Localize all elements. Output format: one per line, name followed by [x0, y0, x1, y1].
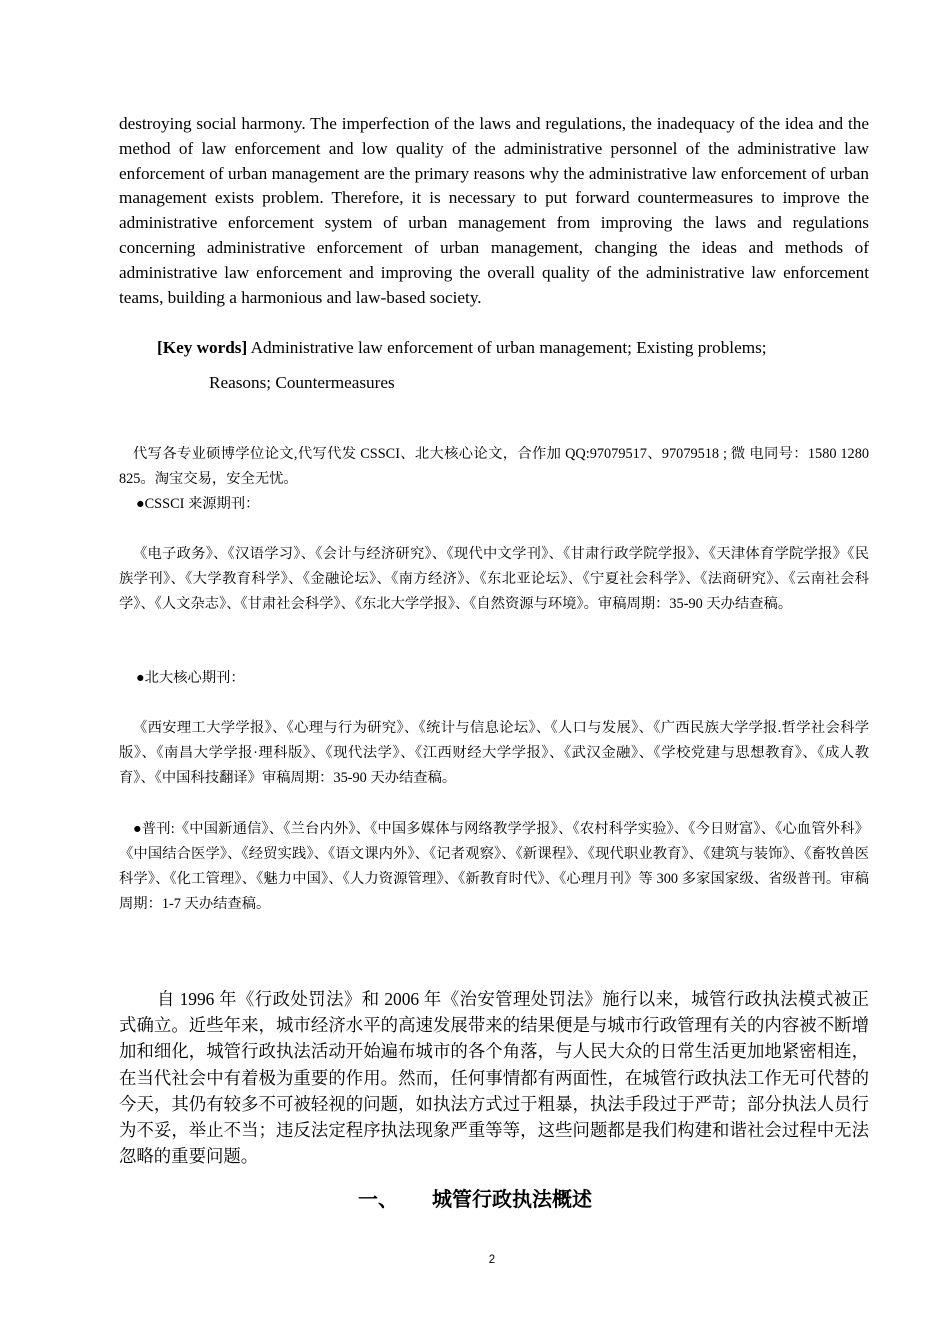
body-paragraph: 自 1996 年《行政处罚法》和 2006 年《治安管理处罚法》施行以来，城管行政执法模式被正式确立。近些年来，城市经济水平的高速发展带来的结果便是与城市行政管理有关的内容被不断增加和细化，城管行政执法活动开始遍布城市的各个角落，与人民大众的日常生活更加地紧密相连，在当代社会中有着极为重要的作用。然而，任何事情都有两面性，在城管行政执法工作无可代替的今天，其仍有较多不可被轻视的问题，如执法方式过于粗暴，执法手段过于严苛；部分执法人员行为不妥，举止不当；违反法定程序执法现象严重等等，这些问题都是我们构建和谐社会过程中无法忽略的重要问题。	[119, 989, 869, 1167]
section-number: 一、	[358, 1187, 398, 1211]
pku-journal-list: 《西安理工大学学报》、《心理与行为研究》、《统计与信息论坛》、《人口与发展》、《广西民族大学学报.哲学社会科学版》、《南昌大学学报·理科版》、《现代法学》、《江西财经大学学报》、《武汉金融》、《学校党建与思想教育》、《成人教育》、《中国科技翻译》审稿周期：35-90 天办结查稿。	[119, 720, 869, 786]
section-heading	[0, 1183, 950, 1212]
keywords-label: [Key words]	[157, 338, 248, 357]
keywords-line	[157, 336, 869, 361]
ad-intro: 代写各专业硕博学位论文,代写代发 CSSCI、北大核心论文，合作加 QQ:97079517、97079518 ; 微 电同号：1580 1280 825。淘宝交易，安全无忧。	[119, 446, 869, 487]
abstract-paragraph: destroying social harmony. The imperfection of the laws and regulations, the inadequacy of the idea and the method of law enforcement and low quality of the administrative personnel of the administrative law enforcement of urban management are the primary reasons why the administrative law enforcement of urban management exists problem. Therefore, it is necessary to put forward countermeasures to improve the administrative enforcement system of urban management from improving the laws and regulations concerning administrative enforcement of urban management, changing the ideas and methods of administrative law enforcement and improving the overall quality of the administrative law enforcement teams, building a harmonious and law-based society.	[119, 114, 869, 307]
cssci-journal-list: 《电子政务》、《汉语学习》、《会计与经济研究》、《现代中文学刊》、《甘肃行政学院学报》、《天津体育学院学报》《民族学刊》、《大学教育科学》、《金融论坛》、《南方经济》、《东北亚论坛》、《宁夏社会科学》、《法商研究》、《云南社会科学》、《人文杂志》、《甘肃社会科学》、《东北大学学报》、《自然资源与环境》。审稿周期：35-90 天办结查稿。	[119, 546, 869, 612]
section-title: 城管行政执法概述	[432, 1187, 592, 1211]
page-number: 2	[488, 1254, 496, 1266]
general-journal-list: ●普刊:《中国新通信》、《兰台内外》、《中国多媒体与网络教学学报》、《农村科学实验》、《今日财富》、《心血管外科》《中国结合医学》、《经贸实践》、《语文课内外》、《记者观察》、《新课程》、《现代职业教育》、《建筑与装饰》、《畜牧兽医科学》、《化工管理》、《魅力中国》、《人力资源管理》、《新教育时代》、《心理月刊》等 300 多家国家级、省级普刊。审稿周期：1-7 天办结查稿。	[119, 821, 869, 912]
pku-heading: ●北大核心期刊：	[136, 670, 245, 686]
cssci-heading: ●CSSCI 来源期刊：	[136, 496, 260, 512]
keywords-values: Administrative law enforcement of urban management; Existing problems;	[250, 338, 767, 357]
keywords-continuation: Reasons; Countermeasures	[209, 373, 395, 392]
